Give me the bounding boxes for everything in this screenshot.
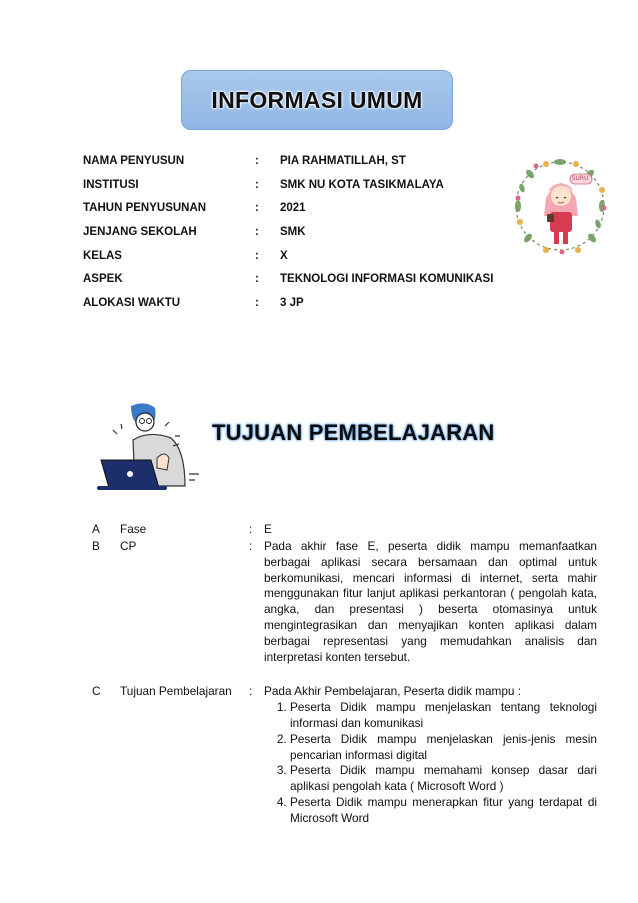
row-colon: : bbox=[249, 539, 253, 553]
student-laptop-illustration bbox=[95, 400, 205, 494]
info-table bbox=[83, 155, 513, 321]
info-colon: : bbox=[255, 297, 259, 310]
row-name: Tujuan Pembelajaran bbox=[120, 684, 232, 699]
tujuan-item: 1. Peserta Didik mampu menjelaskan tentang teknologi informasi dan komunikasi bbox=[290, 700, 597, 732]
tujuan-table bbox=[92, 522, 597, 827]
informasi-umum-title: INFORMASI UMUM bbox=[211, 86, 423, 113]
row-value: E bbox=[264, 522, 272, 536]
tujuan-item: 3. Peserta Didik mampu memahami konsep dasar dari aplikasi pengolah kata ( Microsoft Word ) bbox=[290, 763, 597, 795]
cp-line: Pada akhir fase E, peserta didik mampu memanfaatkan bbox=[264, 539, 597, 553]
info-value: SMK NU KOTA TASIKMALAYA bbox=[280, 178, 444, 191]
info-label: INSTITUSI bbox=[83, 178, 139, 191]
info-colon: : bbox=[255, 202, 259, 215]
avatar-badge-text: SURU bbox=[571, 175, 589, 182]
info-value: SMK bbox=[280, 226, 306, 239]
info-label: TAHUN PENYUSUNAN bbox=[83, 202, 207, 215]
cp-line: angka, dan presentasi ) beserta otomasinya untuk bbox=[264, 602, 597, 617]
info-row-alokasi bbox=[83, 297, 513, 321]
info-colon: : bbox=[255, 226, 259, 239]
tujuan-pembelajaran-title: TUJUAN PEMBELAJARAN bbox=[212, 420, 495, 445]
informasi-umum-banner bbox=[181, 70, 453, 130]
cp-line: interpretasi konten tersebut. bbox=[264, 649, 411, 664]
cp-line: berbagai aplikasi secara bersamaan dan optimal untuk bbox=[264, 554, 597, 569]
info-value: 2021 bbox=[280, 202, 306, 215]
info-value: PIA RAHMATILLAH, ST bbox=[280, 155, 406, 167]
row-letter: A bbox=[92, 522, 100, 536]
info-label: KELAS bbox=[83, 249, 122, 262]
tujuan-item: 2. Peserta Didik mampu menjelaskan jenis-jenis mesin pencarian informasi digital bbox=[290, 732, 597, 764]
cp-line: mengintegrasikan dan menyajikan konten aplikasi dalam bbox=[264, 617, 597, 632]
row-name: Fase bbox=[120, 522, 147, 536]
info-label: ASPEK bbox=[83, 273, 123, 286]
info-row-kelas bbox=[83, 250, 513, 274]
cp-line: berbagai representasi yang memudahkan analisis dan bbox=[264, 633, 597, 648]
info-row-tahun bbox=[83, 202, 513, 226]
row-name: CP bbox=[120, 539, 137, 553]
tujuan-content bbox=[264, 684, 597, 826]
cp-line: menggunakan fitur lanjut aplikasi perkantoran ( pengolah kata, bbox=[264, 586, 597, 601]
row-letter: B bbox=[92, 539, 100, 553]
info-label: NAMA PENYUSUN bbox=[83, 155, 185, 167]
info-row-nama bbox=[83, 155, 513, 179]
info-colon: : bbox=[255, 249, 259, 262]
row-letter: C bbox=[92, 684, 101, 699]
info-value: 3 JP bbox=[280, 297, 304, 310]
info-row-institusi bbox=[83, 179, 513, 203]
tujuan-intro: Pada Akhir Pembelajaran, Peserta didik mampu : bbox=[264, 684, 522, 699]
tujuan-list bbox=[264, 700, 597, 826]
info-colon: : bbox=[255, 155, 259, 167]
info-value: TEKNOLOGI INFORMASI KOMUNIKASI bbox=[280, 273, 494, 286]
info-label: JENJANG SEKOLAH bbox=[83, 226, 197, 239]
info-row-aspek bbox=[83, 273, 513, 297]
row-colon: : bbox=[249, 522, 253, 536]
info-colon: : bbox=[255, 178, 259, 191]
row-tujuan bbox=[92, 684, 597, 826]
cp-text bbox=[264, 539, 597, 665]
cp-line: berkomunikasi, mencari informasi di internet, serta mahir bbox=[264, 570, 597, 585]
row-fase bbox=[92, 522, 597, 538]
tujuan-item: 4. Peserta Didik mampu menerapkan fitur yang terdapat di Microsoft Word bbox=[290, 795, 597, 827]
info-colon: : bbox=[255, 273, 259, 286]
teacher-avatar-illustration bbox=[506, 152, 614, 260]
row-cp bbox=[92, 539, 597, 665]
info-label: ALOKASI WAKTU bbox=[83, 297, 181, 310]
info-row-jenjang bbox=[83, 226, 513, 250]
info-value: X bbox=[280, 249, 288, 262]
row-colon: : bbox=[249, 684, 253, 699]
